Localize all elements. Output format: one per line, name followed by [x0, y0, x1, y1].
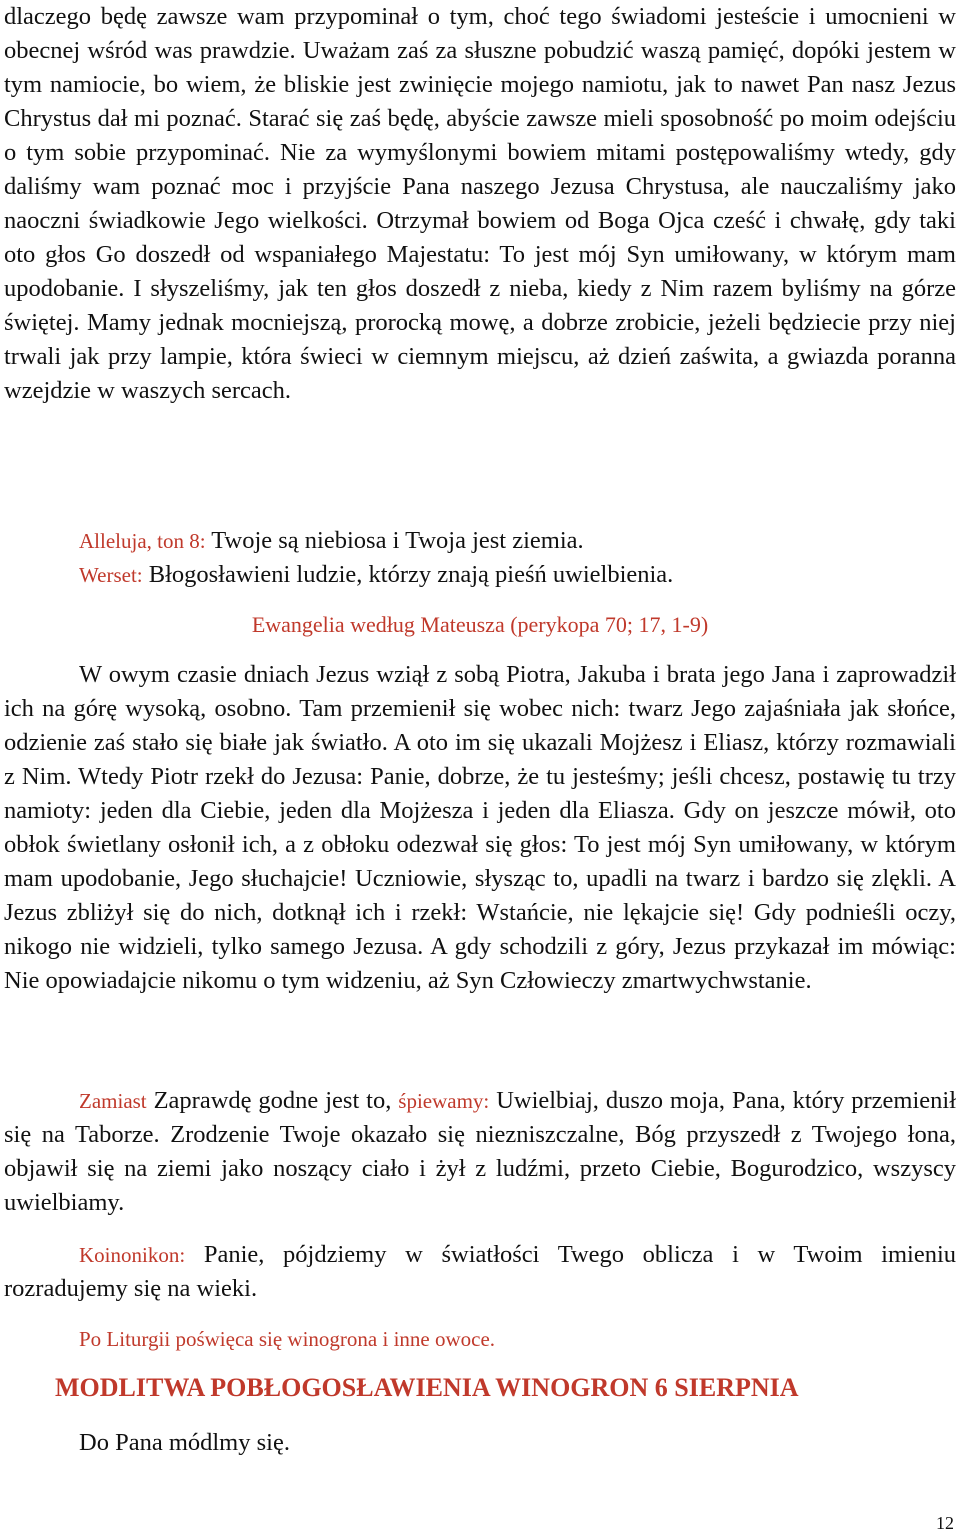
alleluia-label: Alleluja, ton 8: — [79, 529, 206, 553]
instead-label: Zamiast — [79, 1089, 147, 1113]
koinonikon-text: Panie, pójdziemy w światłości Twego oblicza i w Twoim imieniu rozradujemy się na wieki. — [4, 1241, 957, 1302]
alleluia-line — [79, 524, 584, 558]
prayer-heading: MODLITWA POBŁOGOSŁAWIENIA WINOGRON 6 SIERPNIA — [55, 1373, 799, 1402]
sing-label: śpiewamy: — [398, 1089, 490, 1113]
instead-text-1: Zaprawdę godne jest to, — [153, 1087, 392, 1114]
alleluia-text: Twoje są niebiosa i Twoja jest ziemia. — [211, 527, 584, 554]
werset-label: Werset: — [79, 563, 143, 587]
after-liturgy-rubric: Po Liturgii poświęca się winogrona i inne owoce. — [79, 1327, 496, 1351]
prayer-intro: Do Pana módlmy się. — [79, 1429, 290, 1456]
page-number: 12 — [936, 1513, 954, 1533]
gospel-text: W owym czasie dniach Jezus wziął z sobą Piotra, Jakuba i brata jego Jana i zaprowadził ich na górę wysoką, osobno. Tam przemienił się wobec nich: twarz Jego zajaśniała jak słońce, odzienie zaś stało się białe jak światło. A oto im się ukazali Mojżesz i Eliasz, którzy rozmawiali z Nim. Wtedy Piotr rzekł do Jezusa: Panie, dobrze, że tu jesteśmy; jeśli chcesz, postawię tu trzy namioty: jeden dla Ciebie, jeden dla Mojżesza i jeden dla Eliasza. Gdy on jeszcze mówił, oto obłok świetlany osłonił ich, a z obłoku odezwał się głos: To jest mój Syn umiłowany, w którym mam upodobanie, Jego słuchajcie! Uczniowie, słysząc to, upadli na twarz i bardzo się zlękli. A Jezus zbliżył się do nich, dotknął ich i rzekł: Wstańcie, nie lękajcie się! Gdy podnieśli oczy, nikogo nie widzieli, tylko samego Jezusa. A gdy schodzili z góry, Jezus przykazał im mówiąc: Nie opowiadajcie nikomu o tym widzeniu, aż Syn Człowieczy zmartwychwstanie. — [4, 661, 956, 994]
instead-paragraph — [4, 1084, 956, 1220]
koinonikon-paragraph — [4, 1238, 956, 1306]
koinonikon-label: Koinonikon: — [79, 1243, 186, 1267]
epistle-paragraph: dlaczego będę zawsze wam przypominał o tym, choć tego świadomi jesteście i umocnieni w obecnej wśród was prawdzie. Uważam zaś za słuszne pobudzić waszą pamięć, dopóki jestem w tym namiocie, bo wiem, że bliskie jest zwinięcie mojego namiotu, jak to nawet Pan nasz Jezus Chrystus dał mi poznać. Starać się zaś będę, abyście zawsze mieli sposobność po moim odejściu o tym sobie przypominać. Nie za wymyślonymi bowiem mitami postępowaliśmy wtedy, gdy daliśmy wam poznać moc i przyjście Pana naszego Jezusa Chrystusa, ale nauczaliśmy jako naoczni świadkowie Jego wielkości. Otrzymał bowiem od Boga Ojca cześć i chwałę, gdy taki oto głos Go doszedł od wspaniałego Majestatu: To jest mój Syn umiłowany, w którym mam upodobanie. I słyszeliśmy, jak ten głos doszedł z nieba, kiedy z Nim razem byliśmy na górze świętej. Mamy jednak mocniejszą, prorocką mowę, a dobrze zrobicie, jeżeli będziecie przy niej trwali jak przy lampie, która świeci w ciemnym miejscu, aż dzień zaświta, a gwiazda poranna wzejdzie w waszych sercach. — [4, 3, 956, 404]
instead-text-2: Uwielbiaj, duszo moja, Pana, który przemienił się na Taborze. Zrodzenie Twoje okazało się niezniszczalne, Bóg przyszedł z Twojego łona, objawił się na ziemi jako noszący ciało i żył z ludźmi, przeto Ciebie, Bogurodzico, wszyscy uwielbiamy. — [4, 1087, 957, 1216]
gospel-paragraph — [4, 658, 956, 998]
gospel-title: Ewangelia według Mateusza (perykopa 70; 17, 1-9) — [251, 612, 709, 637]
werset-line — [79, 558, 673, 592]
werset-text: Błogosławieni ludzie, którzy znają pieśń uwielbienia. — [148, 561, 674, 588]
